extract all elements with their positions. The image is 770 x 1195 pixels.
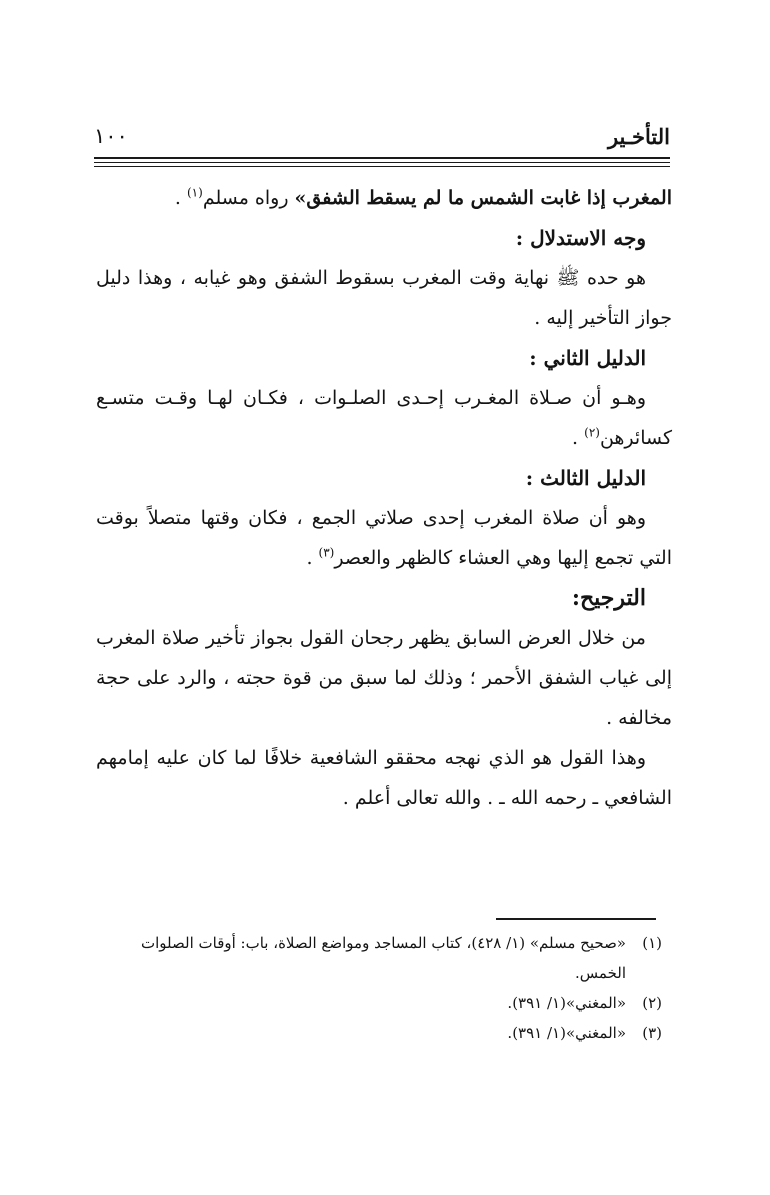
footnote-separator — [496, 918, 656, 920]
footnote-3 — [96, 1018, 672, 1048]
paragraph-third-evidence — [96, 498, 672, 578]
paragraph-inference: هو حده ﷺ نهاية وقت المغرب بسقوط الشفق وهو غيابه ، وهذا دليل جواز التأخير إليه . — [96, 267, 672, 329]
footnote-number: (٢) — [642, 994, 662, 1012]
running-title: التأخـير — [607, 124, 670, 149]
footnote-text: «المغني»(١/ ٣٩١). — [507, 1024, 626, 1042]
paragraph-text: وهو أن صلاة المغرب إحدى صلاتي الجمع ، فكان وقتها متصلاً بوقت التي تجمع إليها وهي العشاء كالظهر والعصر — [96, 507, 672, 569]
hadith-quote: المغرب إذا غابت الشمس ما لم يسقط الشفق» — [294, 187, 672, 209]
footnote-number: (٣) — [642, 1024, 662, 1042]
footnotes — [96, 928, 672, 1048]
footnote-text: «صحيح مسلم» (١/ ٤٢٨)، كتاب المساجد ومواضع الصلاة، باب: أوقات الصلوات الخمس. — [140, 934, 626, 982]
paragraph-preference: من خلال العرض السابق يظهر رجحان القول بجواز تأخير صلاة المغرب إلى غياب الشفق الأحمر ؛ وذلك لما سبق من قوة حجته ، والرد على حجة مخالفه . — [96, 627, 672, 729]
footnote-text: «المغني»(١/ ٣٩١). — [507, 994, 626, 1012]
main-text — [96, 178, 672, 818]
paragraph-end: . — [174, 187, 187, 209]
paragraph-hadith-end — [96, 178, 672, 218]
page-number: ١٠٠ — [94, 124, 128, 148]
heading-third-evidence: الدليل الثالث : — [525, 466, 646, 490]
heading-preference: الترجيح: — [571, 585, 646, 611]
footnote-ref-2: (٢) — [584, 425, 600, 440]
header-rule-thick — [94, 157, 670, 159]
paragraph-end: . — [306, 547, 319, 569]
footnote-2 — [96, 988, 672, 1018]
paragraph-text: وهـو أن صـلاة المغـرب إحـدى الصلـوات ، فكـان لهـا وقـت متسـع كسائرهن — [96, 387, 672, 449]
footnote-ref-3: (٣) — [318, 545, 335, 560]
paragraph-conclusion: وهذا القول هو الذي نهجه محققو الشافعية خلافًا لما كان عليه إمامهم الشافعي ـ رحمه الله ـ . والله تعالى أعلم . — [96, 747, 672, 809]
footnote-ref-1: (١) — [186, 185, 203, 200]
footnote-number: (١) — [642, 934, 662, 952]
footnote-1 — [96, 928, 672, 988]
header-rule-middle — [94, 162, 670, 163]
heading-second-evidence: الدليل الثاني : — [529, 346, 646, 370]
heading-inference: وجه الاستدلال : — [515, 226, 646, 250]
page-header — [94, 122, 670, 150]
hadith-source: رواه مسلم — [202, 187, 295, 209]
paragraph-second-evidence — [96, 378, 672, 458]
paragraph-end: . — [572, 427, 585, 449]
header-rule-thin — [94, 166, 670, 167]
